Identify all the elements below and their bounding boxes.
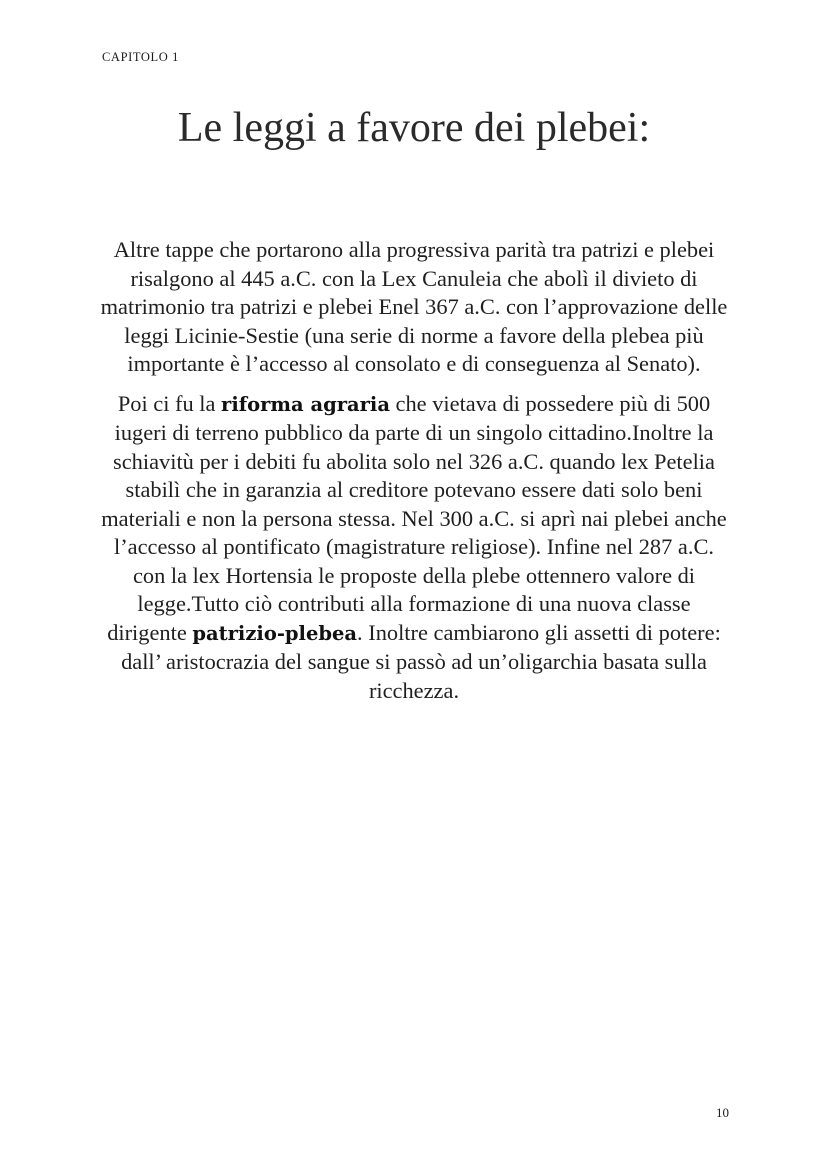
running-head: CAPITOLO 1: [102, 50, 179, 64]
paragraph-1: Altre tappe che portarono alla progressiva parità tra patrizi e plebei risalgono al 445 a.C. con la Lex Canuleia che abolì il divieto di matrimonio tra patrizi e plebei Enel 367 a.C. con l’approvazione delle leggi Licinie-Sestie (una serie di norme a favore della plebea più importante è l’accesso al consolato e di conseguenza al Senato).: [100, 237, 728, 376]
bold-term-riforma-agraria: riforma agraria: [221, 392, 390, 416]
paragraph-2-intro: Poi ci fu la: [117, 390, 222, 416]
paragraph-2: [96, 390, 732, 706]
paragraph-2-end: . Inoltre cambiarono gli assetti di potere: dall’ aristocrazia del sangue si passò ad un’oligarchia basata sulla ricchezza.: [121, 619, 721, 703]
bold-term-patrizio-plebea: patrizio-plebea: [192, 621, 358, 645]
page-number: 10: [716, 1105, 729, 1120]
page-title: Le leggi a favore dei plebei:: [177, 105, 651, 151]
body-text: [96, 236, 732, 705]
paragraph-2-middle: che vietava di possedere più di 500 iugeri di terreno pubblico da parte di un singolo cittadino.Inoltre la schiavitù per i debiti fu abolita solo nel 326 a.C. quando lex Petelia stabilì che in garanzia al creditore potevano essere dati solo beni materiali e non la persona stessa. Nel 300 a.C. si aprì nai plebei anche l’accesso al pontificato (magistrature religiose). Infine nel 287 a.C. con la lex Hortensia le proposte della plebe ottennero valore di legge.Tutto ciò contributi alla formazione di una nuova classe dirigente: [101, 390, 727, 645]
